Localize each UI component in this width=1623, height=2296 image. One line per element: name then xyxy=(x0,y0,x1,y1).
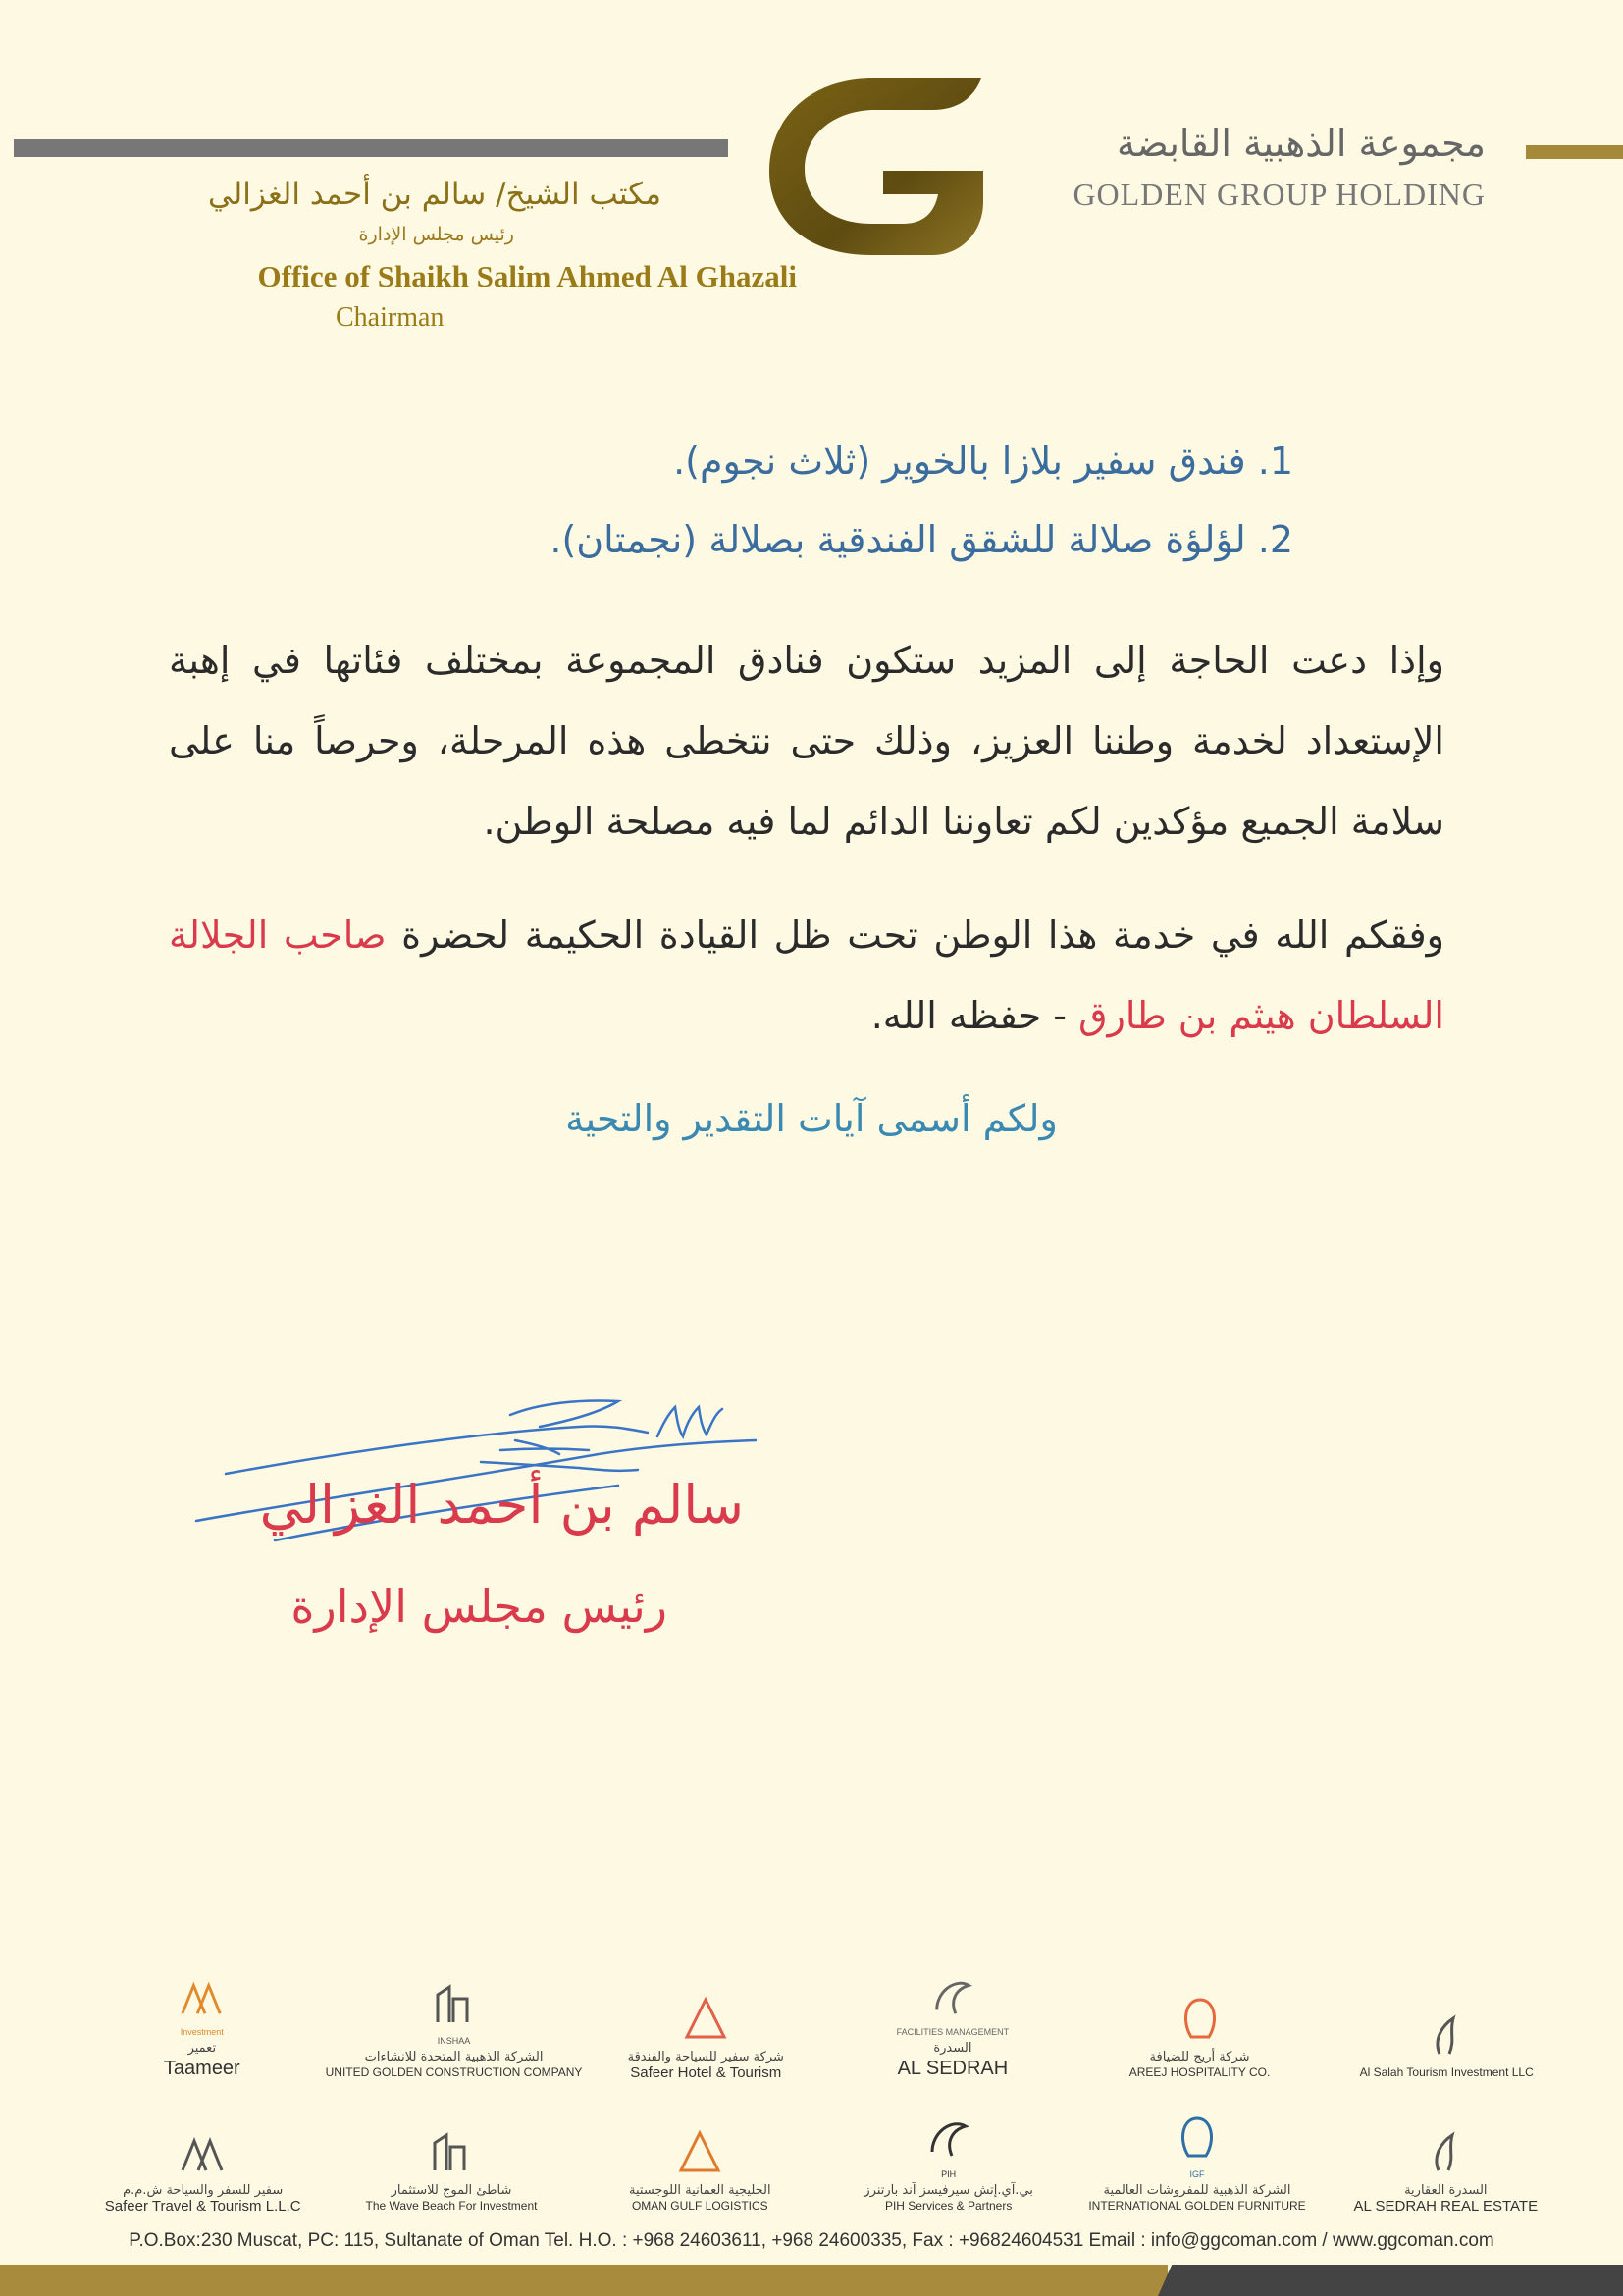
closing-greeting: ولكم أسمى آيات التقدير والتحية xyxy=(565,1097,1058,1140)
safeer-hotel-logo-icon xyxy=(679,1994,732,2043)
office-subtitle-english: Chairman xyxy=(336,302,445,333)
pih-logo-icon xyxy=(922,2113,975,2162)
footer-gold-bar xyxy=(0,2265,1168,2296)
affiliate-name-english: Safeer Hotel & Tourism xyxy=(630,2064,782,2081)
igf-logo-icon xyxy=(1171,2113,1224,2162)
affiliate-logo-sub: Investment xyxy=(180,2027,224,2037)
hotel-list-item: 1. فندق سفير بلازا بالخوير (ثلاث نجوم). xyxy=(673,440,1293,483)
affiliate-name-arabic: السدرة xyxy=(933,2041,972,2056)
affiliate-name-arabic: السدرة العقارية xyxy=(1404,2183,1488,2198)
affiliate-name-arabic: الشركة الذهبية المتحدة للانشاءات xyxy=(364,2050,544,2064)
affiliate-logos-row xyxy=(79,2106,1570,2214)
paragraph-text: - حفظه الله. xyxy=(870,994,1079,1037)
affiliate-logo xyxy=(829,1972,1076,2080)
affiliate-logo xyxy=(1322,2106,1570,2214)
affiliate-logo xyxy=(1076,1972,1324,2080)
header-grey-bar xyxy=(14,139,728,157)
affiliate-logo xyxy=(1073,2106,1321,2214)
sultan-name-highlight: صاحب الجلالة السلطان هيثم بن طارق xyxy=(169,913,1444,1037)
affiliate-name-arabic: شركة سفير للسياحة والفندقة xyxy=(627,2050,784,2064)
affiliate-name-english: AL SEDRAH xyxy=(897,2058,1009,2079)
building-logo-icon xyxy=(428,1979,481,2028)
areej-logo-icon xyxy=(1174,1994,1227,2043)
footer-dark-bar xyxy=(1158,2265,1623,2296)
affiliate-logo xyxy=(582,1972,829,2080)
hotel-list-item: 2. لؤلؤة صلالة للشقق الفندقية بصلالة (نجمتان). xyxy=(550,518,1293,561)
affiliate-name-english: The Wave Beach For Investment xyxy=(365,2199,538,2213)
sedrah-realestate-logo-icon xyxy=(1419,2127,1472,2176)
wave-beach-logo-icon xyxy=(425,2127,478,2176)
affiliate-name-english: Al Salah Tourism Investment LLC xyxy=(1359,2065,1534,2079)
affiliate-name-arabic: شاطئ الموج للاستثمار xyxy=(391,2183,512,2198)
affiliate-logo-sub: PIH xyxy=(941,2169,957,2179)
brand-name-english: GOLDEN GROUP HOLDING xyxy=(1073,177,1486,212)
calligraphy-logo-icon xyxy=(1420,2010,1473,2060)
footer-address: P.O.Box:230 Muscat, PC: 115, Sultanate of Oman Tel. H.O. : +968 24603611, +968 24600335, Fax : +96824604531 Email : info@ggcoman.com / www.ggcoman.com xyxy=(129,2230,1494,2251)
header-gold-bar xyxy=(1526,145,1623,159)
affiliate-logo xyxy=(327,2106,575,2214)
affiliate-name-english: AL SEDRAH REAL ESTATE xyxy=(1353,2198,1539,2215)
affiliate-name-english: OMAN GULF LOGISTICS xyxy=(631,2199,768,2213)
affiliate-logos-row xyxy=(79,1972,1570,2080)
affiliate-name-english: INTERNATIONAL GOLDEN FURNITURE xyxy=(1088,2199,1306,2213)
affiliate-logo xyxy=(824,2106,1073,2214)
affiliate-logo xyxy=(1323,1972,1570,2080)
affiliate-logo xyxy=(79,1972,326,2080)
office-title-arabic: مكتب الشيخ/ سالم بن أحمد الغزالي xyxy=(207,177,661,212)
logistics-logo-icon xyxy=(673,2127,726,2176)
affiliate-name-english: PIH Services & Partners xyxy=(884,2199,1013,2213)
signatory-name: سالم بن أحمد الغزالي xyxy=(259,1474,744,1536)
affiliate-logo xyxy=(576,2106,824,2214)
signatory-title: رئيس مجلس الإدارة xyxy=(290,1580,667,1633)
affiliate-logo-sub: FACILITIES MANAGEMENT xyxy=(896,2027,1010,2037)
brand-name-arabic: مجموعة الذهبية القابضة xyxy=(1117,122,1486,165)
affiliate-name-english: UNITED GOLDEN CONSTRUCTION COMPANY xyxy=(325,2065,583,2079)
golden-group-g-logo-icon xyxy=(765,77,991,258)
affiliate-name-english: AREEJ HOSPITALITY CO. xyxy=(1128,2065,1271,2079)
office-subtitle-arabic: رئيس مجلس الإدارة xyxy=(358,224,514,245)
taameer-logo-icon xyxy=(176,1972,229,2019)
affiliate-name-arabic: شركة أريج للضيافة xyxy=(1149,2050,1250,2064)
affiliate-logo xyxy=(326,1972,583,2080)
body-paragraph xyxy=(169,895,1444,1056)
affiliate-name-arabic: تعمير xyxy=(187,2041,217,2056)
safeer-travel-logo-icon xyxy=(177,2127,230,2176)
affiliate-name-arabic: الشركة الذهبية للمفروشات العالمية xyxy=(1103,2183,1291,2198)
al-sedrah-logo-icon xyxy=(926,1972,979,2019)
affiliate-name-arabic: بي.آي.إتش سيرفيسز آند بارتنرز xyxy=(864,2183,1033,2198)
affiliate-logo-sub: INSHAA xyxy=(437,2036,471,2046)
body-paragraph: وإذا دعت الحاجة إلى المزيد ستكون فنادق المجموعة بمختلف فئاتها في إهبة الإستعداد لخدمة وطننا العزيز، وذلك حتى نتخطى هذه المرحلة، وحرصاً منا على سلامة الجميع مؤكدين لكم تعاوننا الدائم لما فيه مصلحة الوطن. xyxy=(169,639,1444,843)
affiliate-name-english: Taameer xyxy=(163,2058,240,2079)
affiliate-logo-sub: IGF xyxy=(1189,2169,1205,2179)
paragraph-text: وفقكم الله في خدمة هذا الوطن تحت ظل القيادة الحكيمة لحضرة xyxy=(386,913,1444,957)
affiliate-name-arabic: سفير للسفر والسياحة ش.م.م xyxy=(123,2183,284,2198)
affiliate-name-english: Safeer Travel & Tourism L.L.C xyxy=(104,2198,301,2215)
affiliate-name-arabic: الخليجية العمانية اللوجستية xyxy=(629,2183,771,2198)
affiliate-logo xyxy=(79,2106,327,2214)
office-title-english: Office of Shaikh Salim Ahmed Al Ghazali xyxy=(257,259,797,293)
